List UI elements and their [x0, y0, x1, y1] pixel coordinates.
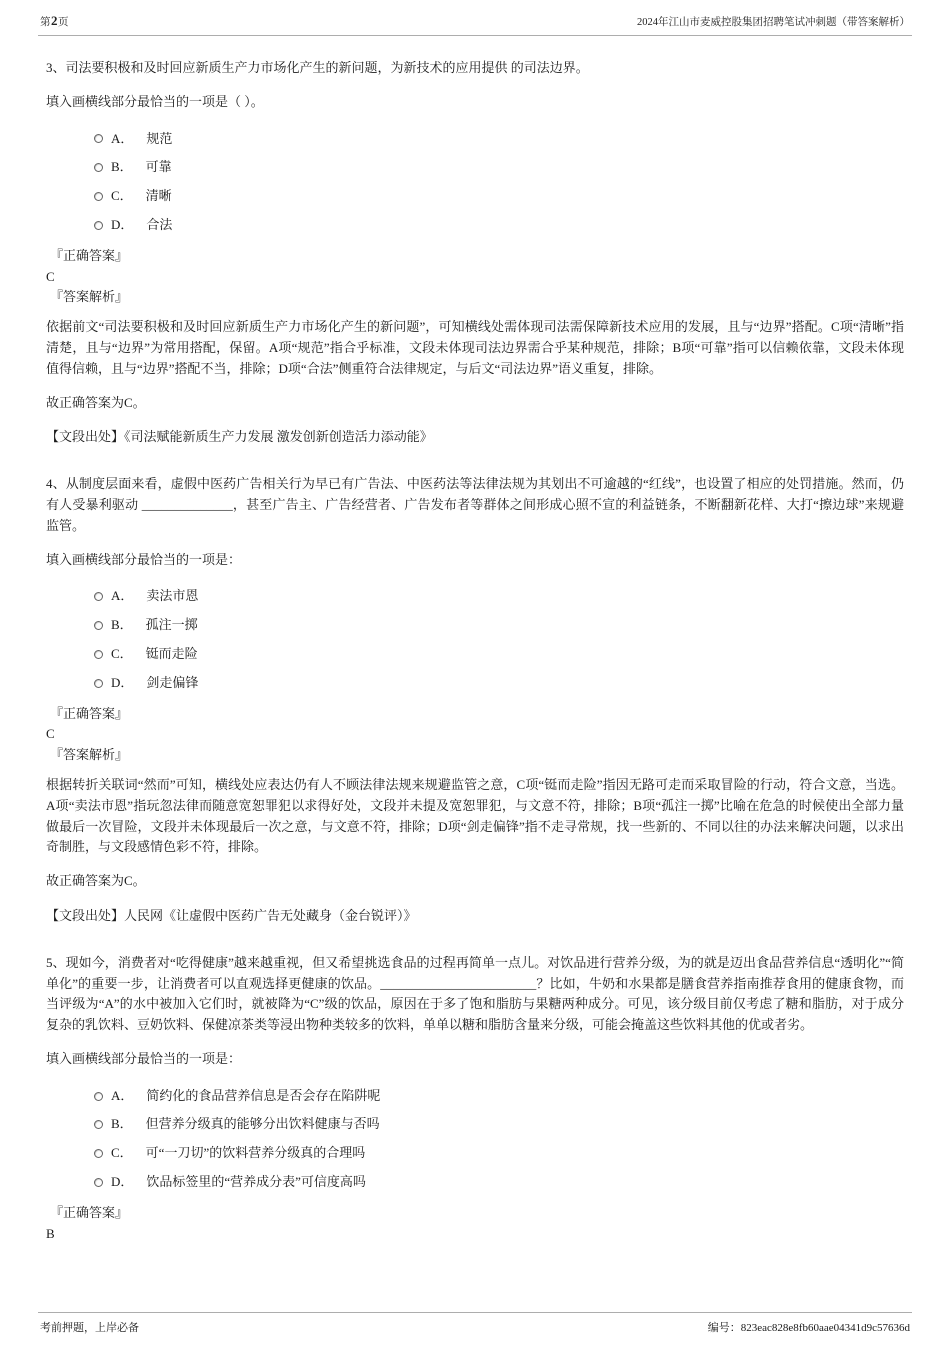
- option-text: 可“一刀切”的饮料营养分级真的合理吗: [145, 1145, 366, 1161]
- option-c[interactable]: [94, 1139, 904, 1168]
- page-header: [38, 0, 912, 36]
- analysis-text: 根据转折关联词“然而”可知，横线处应表达仍有人不顾法律法规来规避监管之意，C项“铤而走险”指因无路可走而采取冒险的行动，符合文意，当选。A项“卖法市恩”指玩忽法律而随意宽恕罪犯以求得好处，文段并未提及宽恕罪犯，与文意不符，排除；B项“孤注一掷”比喻在危急的时候使出全部力量做最后一次冒险，文段并未体现最后一次之意，与文意不符，排除；D项“剑走偏锋”指不走寻常规，找一些新的、不同以往的办法来解决问题，以求出奇制胜，与文段感情色彩不符，排除。: [46, 776, 904, 855]
- correct-answer-label: 『正确答案』: [50, 705, 129, 721]
- radio-icon[interactable]: [94, 163, 103, 172]
- footer-doc-code: 编号：823eac828e8fb60aae04341d9c57636d: [707, 1322, 910, 1334]
- option-a[interactable]: [94, 1082, 904, 1111]
- radio-icon[interactable]: [94, 1120, 103, 1129]
- question-prompt: 填入画横线部分最恰当的一项是（ ）。: [46, 93, 264, 109]
- correct-answer-value: B: [46, 1225, 55, 1241]
- option-label: B．: [111, 1116, 133, 1132]
- source-text: 【文段出处】人民网《让虚假中医药广告无处藏身（金台锐评）》: [46, 907, 417, 923]
- analysis-text: 依据前文“司法要积极和及时回应新质生产力市场化产生的新问题”，可知横线处需体现司法需保障新技术应用的发展，且与“边界”搭配。C项“清晰”指清楚，且与“边界”为常用搭配，保留。A项“规范”指合乎标准，文段未体现司法边界需合乎某种规范，排除；B项“可靠”指可以信赖依靠，文段未体现值得信赖，且与“边界”搭配不当，排除；D项“合法”侧重符合法律规定，与后文“司法边界”语义重复，排除。: [46, 319, 904, 376]
- document-body: [46, 36, 904, 1244]
- doc-code-value: 823eac828e8fb60aae04341d9c57636d: [740, 1322, 910, 1334]
- correct-answer-value: C: [46, 268, 55, 284]
- conclusion-text: 故正确答案为C。: [46, 394, 146, 410]
- option-text: 可靠: [145, 159, 172, 175]
- radio-icon[interactable]: [94, 679, 103, 688]
- question-5-block: [46, 953, 904, 1245]
- page-footer: [38, 1312, 912, 1345]
- option-label: D．: [111, 1174, 134, 1190]
- option-text: 但营养分级真的能够分出饮料健康与否吗: [145, 1116, 380, 1132]
- correct-answer-value: C: [46, 726, 55, 742]
- option-text: 铤而走险: [145, 645, 198, 661]
- conclusion-text: 故正确答案为C。: [46, 873, 146, 889]
- question-4-block: [46, 474, 904, 927]
- document-title: 2024年江山市麦威控股集团招聘笔试冲刺题（带答案解析）: [637, 17, 910, 28]
- option-text: 合法: [146, 216, 173, 232]
- option-text: 卖法市恩: [146, 588, 199, 604]
- option-b[interactable]: [94, 1110, 904, 1139]
- option-text: 剑走偏锋: [146, 674, 199, 690]
- option-label: C．: [111, 1145, 133, 1161]
- options-group: [94, 125, 904, 240]
- option-d[interactable]: [94, 669, 904, 698]
- option-label: D．: [111, 216, 134, 232]
- footer-slogan: 考前押题，上岸必备: [40, 1322, 139, 1334]
- option-d[interactable]: [94, 1168, 904, 1197]
- page-number: 2: [51, 13, 58, 28]
- radio-icon[interactable]: [94, 134, 103, 143]
- radio-icon[interactable]: [94, 1149, 103, 1158]
- option-d[interactable]: [94, 211, 904, 240]
- option-label: D．: [111, 674, 134, 690]
- radio-icon[interactable]: [94, 192, 103, 201]
- options-group: [94, 582, 904, 697]
- option-c[interactable]: [94, 182, 904, 211]
- options-group: [94, 1082, 904, 1197]
- option-label: A．: [111, 130, 134, 146]
- option-label: C．: [111, 645, 133, 661]
- question-stem: 4、从制度层面来看，虚假中医药广告相关行为早已有广告法、中医药法等法律法规为其划出不可逾越的“红线”，也设置了相应的处罚措施。然而，仍有人受暴利驱动 ______________，甚至广告主、广告经营者、广告发布者等群体之间形成心照不宣的利益链条，不断翻新花样、大打“擦边球”来规避监管。: [46, 476, 904, 533]
- question-stem: 5、现如今，消费者对“吃得健康”越来越重视，但又希望挑选食品的过程再简单一点儿。对饮品进行营养分级，为的就是迈出食品营养信息“透明化”“简单化”的重要一步，让消费者可以直观选择更健康的饮品。________________________？比如，牛奶和水果都是膳食营养指南推荐食用的健康食物，而当评级为“A”的水中被加入它们时，就被降为“C”级的饮品，原因在于多了饱和脂肪与果糖两种成分。可见，该分级目前仅考虑了糖和脂肪，对于成分复杂的乳饮料、豆奶饮料、保健凉茶类等浸出物种类较多的饮料，单单以糖和脂肪含量来分级，可能会掩盖这些饮料其他的优或者劣。: [46, 954, 904, 1033]
- option-a[interactable]: [94, 125, 904, 154]
- radio-icon[interactable]: [94, 621, 103, 630]
- page-number-label: 第2页: [40, 13, 69, 28]
- question-prompt: 填入画横线部分最恰当的一项是：: [46, 551, 242, 567]
- option-text: 饮品标签里的“营养成分表”可信度高吗: [146, 1174, 366, 1190]
- radio-icon[interactable]: [94, 221, 103, 230]
- option-label: B．: [111, 159, 133, 175]
- option-text: 规范: [146, 130, 173, 146]
- option-label: B．: [111, 617, 133, 633]
- option-a[interactable]: [94, 582, 904, 611]
- question-3-block: [46, 58, 904, 448]
- option-label: C．: [111, 188, 133, 204]
- radio-icon[interactable]: [94, 1092, 103, 1101]
- option-b[interactable]: [94, 611, 904, 640]
- option-b[interactable]: [94, 153, 904, 182]
- radio-icon[interactable]: [94, 650, 103, 659]
- analysis-label: 『答案解析』: [50, 747, 129, 763]
- option-text: 清晰: [145, 188, 172, 204]
- question-prompt: 填入画横线部分最恰当的一项是：: [46, 1050, 242, 1066]
- option-label: A．: [111, 1087, 134, 1103]
- radio-icon[interactable]: [94, 1178, 103, 1187]
- option-c[interactable]: [94, 640, 904, 669]
- radio-icon[interactable]: [94, 592, 103, 601]
- correct-answer-label: 『正确答案』: [50, 247, 129, 263]
- option-text: 孤注一掷: [145, 617, 198, 633]
- option-label: A．: [111, 588, 134, 604]
- option-text: 简约化的食品营养信息是否会存在陷阱呢: [146, 1087, 381, 1103]
- analysis-label: 『答案解析』: [50, 289, 129, 305]
- question-stem: 3、司法要积极和及时回应新质生产力市场化产生的新问题，为新技术的应用提供 的司法边界。: [46, 60, 589, 75]
- correct-answer-label: 『正确答案』: [50, 1204, 129, 1220]
- source-text: 【文段出处】《司法赋能新质生产力发展 激发创新创造活力添动能》: [46, 429, 433, 445]
